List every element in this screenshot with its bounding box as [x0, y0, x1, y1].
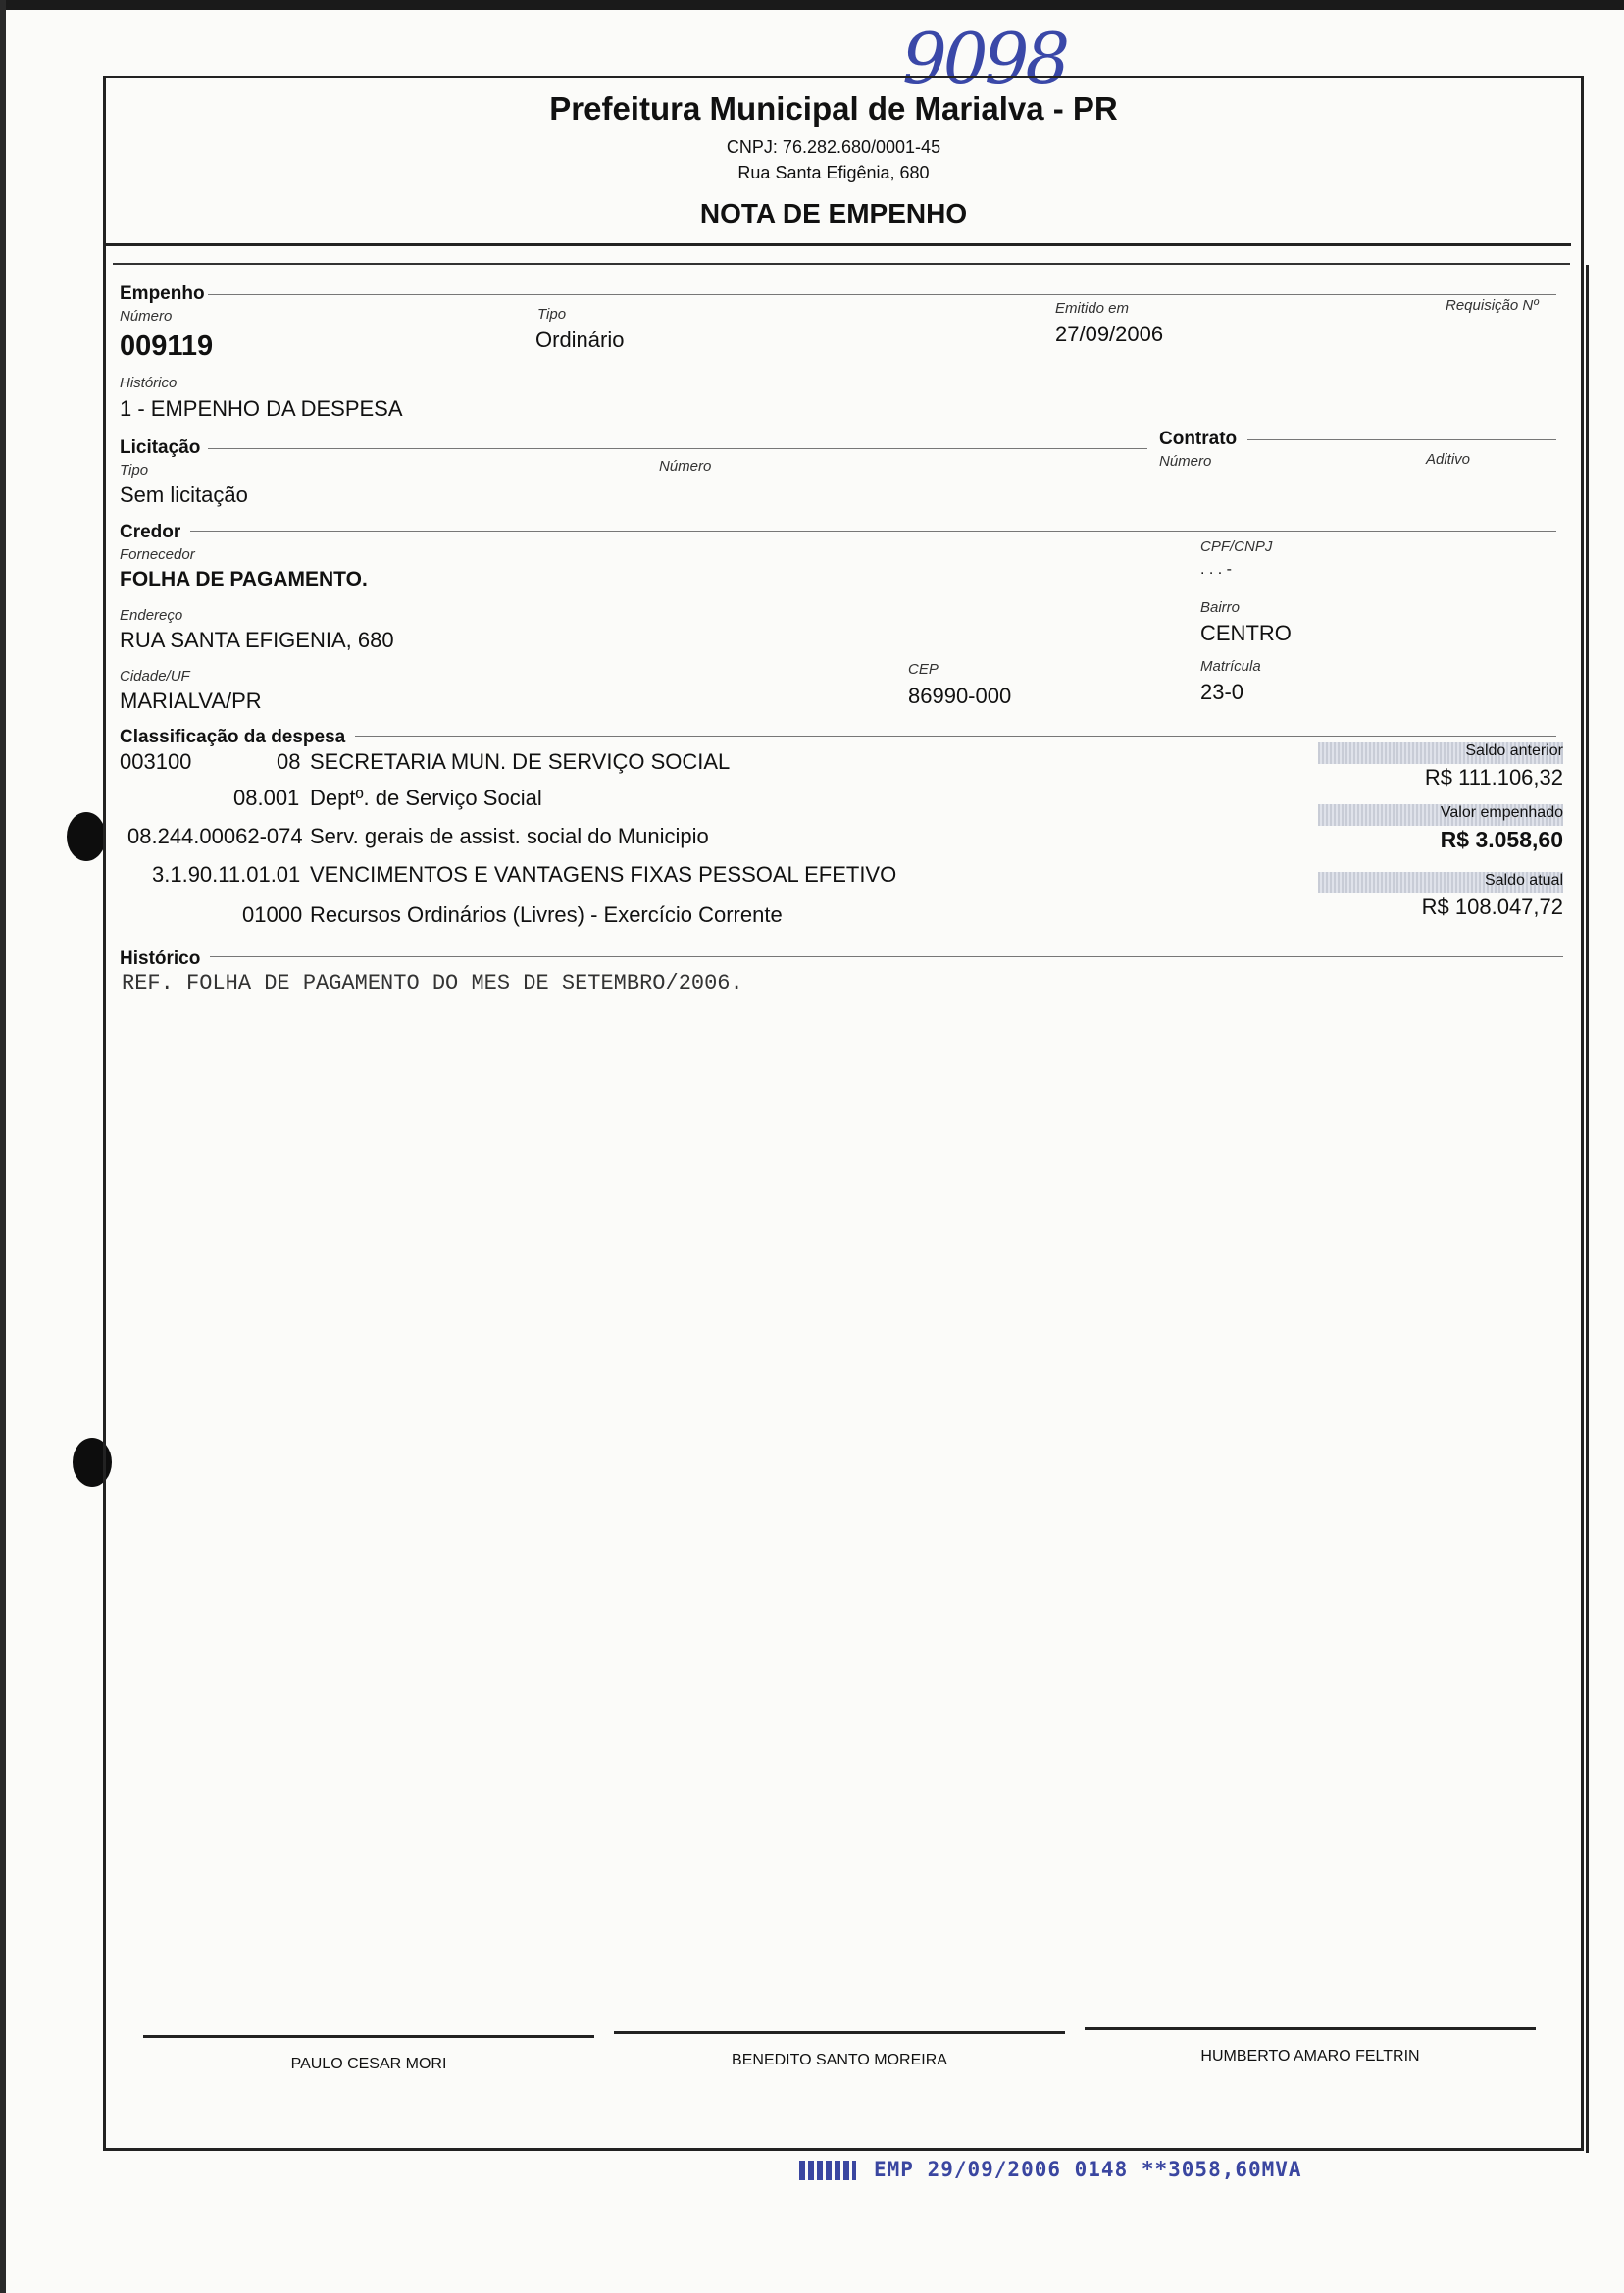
rule-credor [190, 531, 1556, 532]
saldo-atual-label: Saldo atual [1484, 872, 1563, 889]
licitacao-numero-label: Número [659, 458, 712, 475]
rule-contrato [1247, 439, 1556, 440]
scan-edge-top [0, 0, 1624, 10]
rule-licitacao [208, 448, 1147, 449]
licitacao-tipo-label: Tipo [120, 462, 149, 479]
contrato-numero-label: Número [1159, 453, 1212, 470]
section-contrato: Contrato [1159, 429, 1238, 449]
classificacao-sub: 08 [277, 749, 301, 774]
matricula-label: Matrícula [1200, 658, 1261, 675]
bairro: CENTRO [1200, 621, 1292, 645]
org-address: Rua Santa Efigênia, 680 [737, 163, 930, 182]
org-cnpj: CNPJ: 76.282.680/0001-45 [726, 137, 941, 157]
valor-empenhado: R$ 3.058,60 [1440, 827, 1563, 852]
punch-hole-upper [67, 812, 106, 861]
saldo-atual: R$ 108.047,72 [1421, 894, 1563, 919]
classificacao-code: 003100 [120, 749, 192, 774]
cep-label: CEP [908, 661, 939, 678]
cpf-label: CPF/CNPJ [1200, 538, 1273, 555]
licitacao-tipo: Sem licitação [120, 483, 248, 507]
endereco: RUA SANTA EFIGENIA, 680 [120, 628, 394, 652]
empenho-tipo-label: Tipo [537, 306, 567, 323]
classificacao-text: SECRETARIA MUN. DE SERVIÇO SOCIAL [310, 749, 731, 774]
empenho-numero: 009119 [120, 331, 214, 362]
rule-historico [210, 956, 1563, 957]
requisicao-label: Requisição Nº [1446, 297, 1539, 314]
frame-right-edge [1567, 265, 1589, 2153]
matricula: 23-0 [1200, 680, 1244, 704]
scan-edge-left [0, 0, 6, 2293]
classificacao-code: 08.001 [233, 786, 300, 810]
header-separator [103, 243, 1571, 246]
classificacao-text: VENCIMENTOS E VANTAGENS FIXAS PESSOAL EFETIVO [310, 862, 897, 887]
org-name: Prefeitura Municipal de Marialva - PR [549, 90, 1118, 127]
contrato-aditivo-label: Aditivo [1426, 451, 1471, 468]
empenho-tipo: Ordinário [535, 328, 625, 352]
cidade: MARIALVA/PR [120, 688, 262, 713]
classificacao-code: 08.244.00062-074 [127, 824, 303, 848]
signature-line [143, 2035, 594, 2038]
signature-name: HUMBERTO AMARO FELTRIN [1200, 2048, 1420, 2064]
header-separator-inner [113, 263, 1570, 265]
fornecedor-label: Fornecedor [120, 546, 195, 563]
bairro-label: Bairro [1200, 599, 1241, 616]
empenho-emitido-label: Emitido em [1055, 300, 1130, 317]
section-licitacao: Licitação [120, 437, 201, 458]
classificacao-text: Serv. gerais de assist. social do Municipio [310, 824, 709, 848]
document-frame [103, 76, 1584, 2151]
classificacao-text: Deptº. de Serviço Social [310, 786, 542, 810]
rule-classificacao [355, 736, 1556, 737]
valor-empenhado-label: Valor empenhado [1440, 804, 1563, 821]
empenho-historico-label: Histórico [120, 375, 178, 391]
endereco-label: Endereço [120, 607, 183, 624]
empenho-emitido: 27/09/2006 [1055, 322, 1164, 346]
historico-text: REF. FOLHA DE PAGAMENTO DO MES DE SETEMBRO/2006. [122, 971, 743, 995]
signature-name: BENEDITO SANTO MOREIRA [732, 2052, 947, 2068]
stamp-text: EMP 29/09/2006 0148 **3058,60MVA [874, 2158, 1302, 2181]
signature-line [1085, 2027, 1536, 2030]
cpf-value: . . . - [1200, 561, 1232, 578]
classificacao-code: 3.1.90.11.01.01 [152, 862, 301, 887]
saldo-anterior: R$ 111.106,32 [1424, 765, 1563, 790]
signature-line [614, 2031, 1065, 2034]
section-empenho: Empenho [120, 283, 205, 304]
fornecedor: FOLHA DE PAGAMENTO. [120, 568, 368, 590]
section-historico: Histórico [120, 948, 201, 969]
cidade-label: Cidade/UF [120, 668, 190, 685]
stamp-logo-icon [799, 2161, 856, 2180]
empenho-historico: 1 - EMPENHO DA DESPESA [120, 396, 403, 421]
document-title: NOTA DE EMPENHO [699, 198, 968, 229]
classificacao-text: Recursos Ordinários (Livres) - Exercício Corrente [310, 902, 783, 927]
saldo-anterior-label: Saldo anterior [1465, 742, 1563, 759]
section-classificacao: Classificação da despesa [120, 727, 346, 747]
classificacao-code: 01000 [242, 902, 303, 927]
section-credor: Credor [120, 522, 181, 542]
signature-name: PAULO CESAR MORI [290, 2056, 447, 2072]
authentication-stamp [799, 2158, 1302, 2181]
rule-empenho [208, 294, 1556, 295]
cep: 86990-000 [908, 684, 1012, 708]
empenho-numero-label: Número [120, 308, 173, 325]
handwritten-page-number: 9098 [902, 18, 1067, 100]
